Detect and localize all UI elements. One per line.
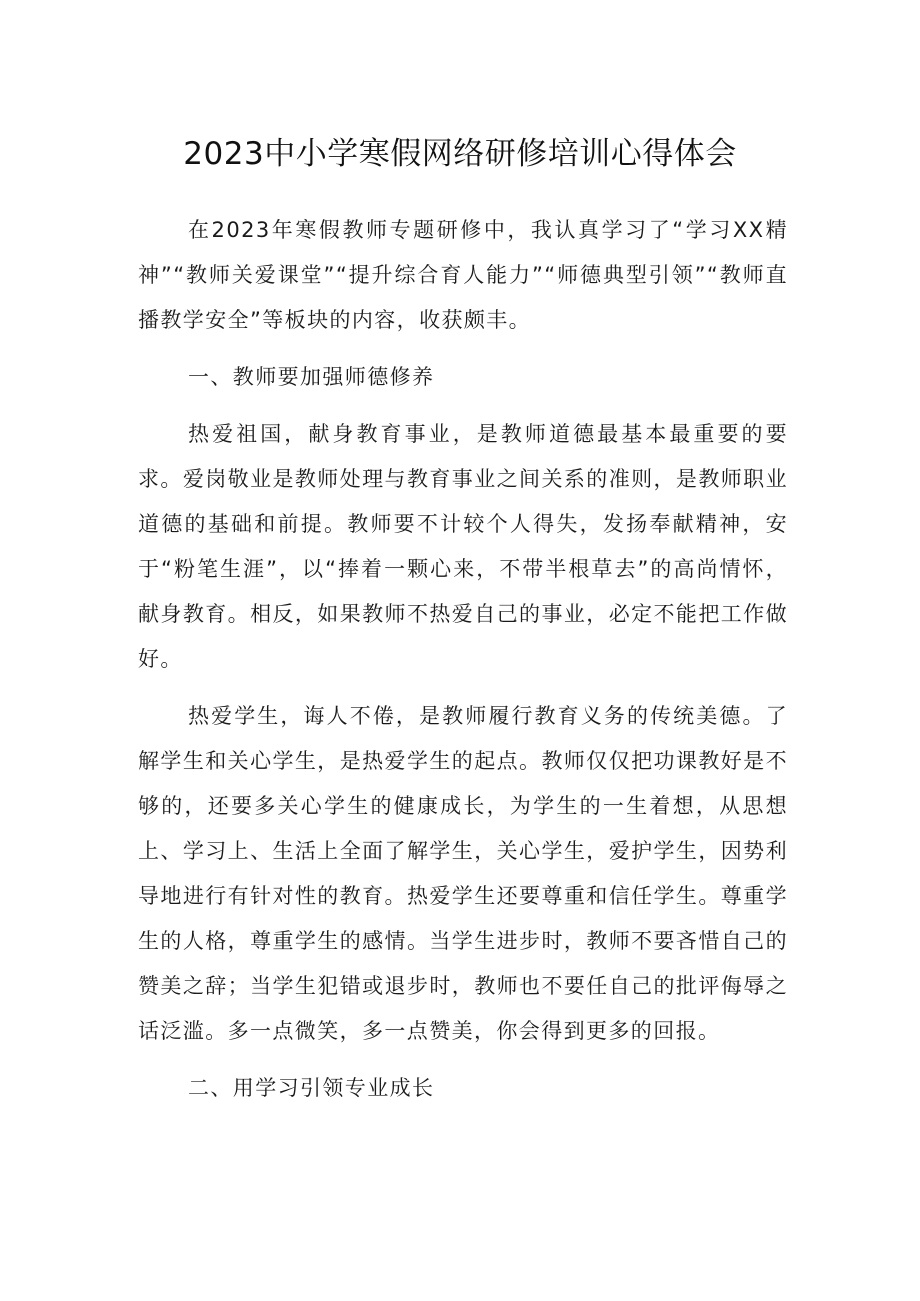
document-title: 2023中小学寒假网络研修培训心得体会 <box>183 136 737 172</box>
section-heading-2: 二、用学习引领专业成长 <box>188 1076 435 1100</box>
section1-paragraph-1: 热爱祖国，献身教育事业，是教师道德最基本最重要的要求。爱岗敬业是教师处理与教育事业之间关系的准则，是教师职业道德的基础和前提。教师要不计较个人得失，发扬奉献精神，安于“粉笔生涯”，以“捧着一颗心来，不带半根草去”的高尚情怀，献身教育。相反，如果教师不热爱自己的事业，必定不能把工作做好。 <box>138 422 788 671</box>
intro-paragraph: 在2023年寒假教师专题研修中，我认真学习了“学习XX精神”“教师关爱课堂”“提升综合育人能力”“师德典型引领”“教师直播教学安全”等板块的内容，收获颇丰。 <box>138 218 788 332</box>
section-heading-1: 一、教师要加强师德修养 <box>188 365 435 389</box>
document-body <box>138 208 788 1123</box>
section1-paragraph-2: 热爱学生，诲人不倦，是教师履行教育义务的传统美德。了解学生和关心学生，是热爱学生的起点。教师仅仅把功课教好是不够的，还要多关心学生的健康成长，为学生的一生着想，从思想上、学习上、生活上全面了解学生，关心学生，爱护学生，因势利导地进行有针对性的教育。热爱学生还要尊重和信任学生。尊重学生的人格，尊重学生的感情。当学生进步时，教师不要吝惜自己的赞美之辞；当学生犯错或退步时，教师也不要任自己的批评侮辱之话泛滥。多一点微笑，多一点赞美，你会得到更多的回报。 <box>138 704 788 1043</box>
